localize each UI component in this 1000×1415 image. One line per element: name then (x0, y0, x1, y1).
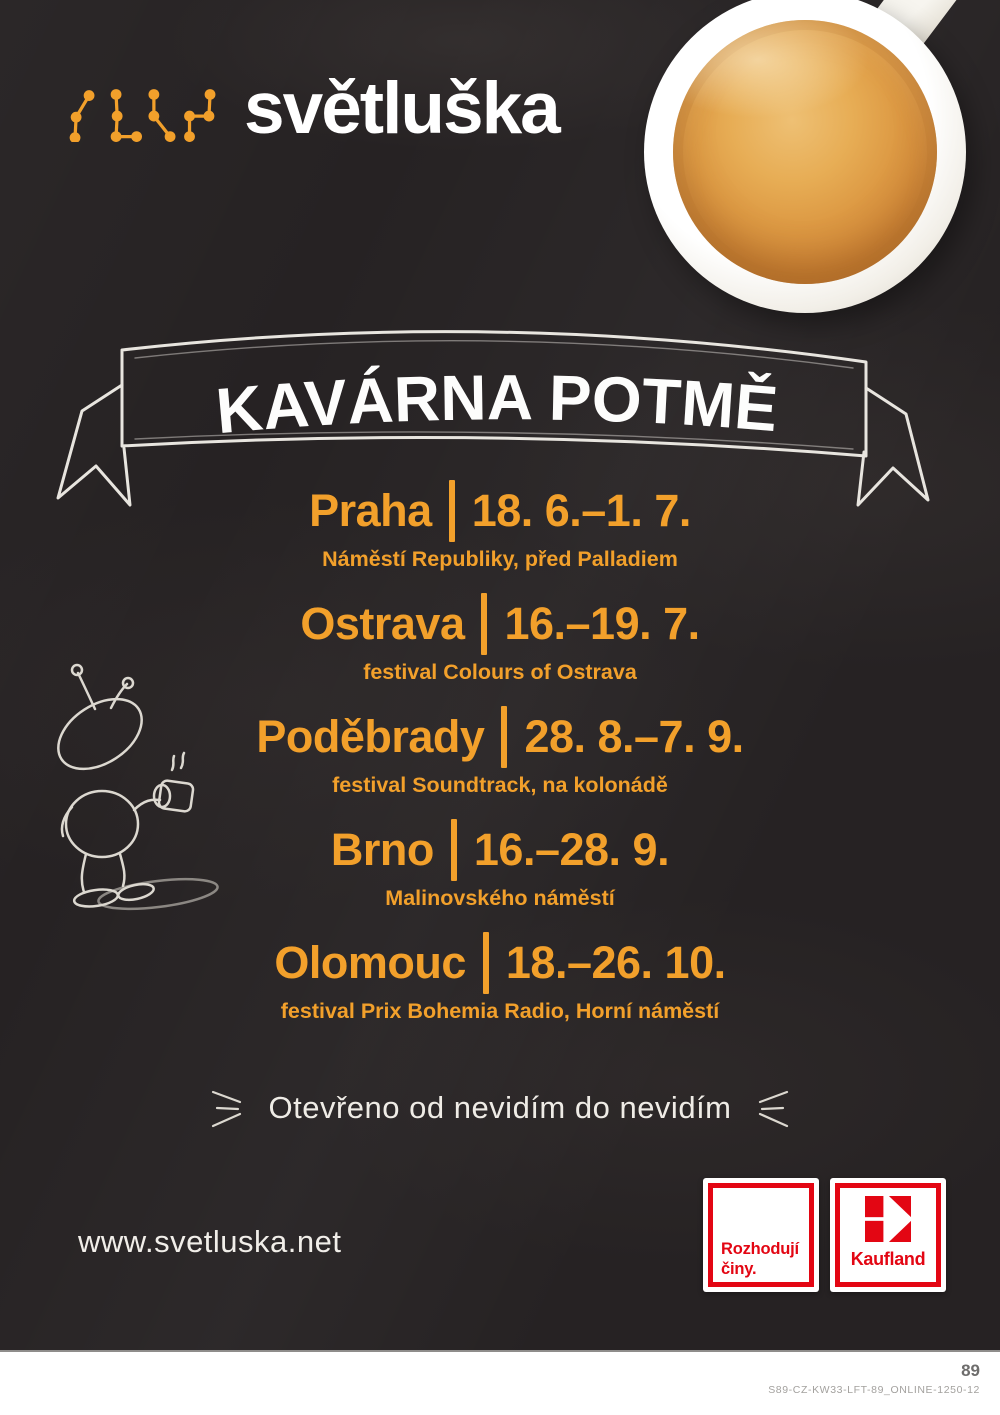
event-row (0, 591, 1000, 704)
print-code: S89-CZ-KW33-LFT-89_ONLINE-1250-12 (768, 1384, 980, 1396)
event-row (0, 817, 1000, 930)
slogan-line2: činy. (721, 1259, 757, 1278)
event-city: Brno (330, 824, 434, 875)
banner-title: KAVÁRNA POTMĚ (213, 361, 781, 448)
event-venue: festival Soundtrack, na kolonádě (332, 773, 668, 797)
event-dates: 28. 8.–7. 9. (524, 711, 744, 762)
website-link[interactable]: www.svetluska.net (78, 1224, 342, 1259)
coffee-cup-photo (644, 0, 966, 313)
separator-bar (483, 932, 489, 994)
firefly-constellation-icon (66, 88, 218, 142)
event-dates: 18.–26. 10. (505, 937, 726, 988)
event-dates: 16.–28. 9. (473, 824, 670, 875)
separator-bar (501, 706, 507, 768)
event-dates: 16.–19. 7. (504, 598, 700, 649)
badges (703, 1178, 946, 1292)
kaufland-k-icon (865, 1196, 911, 1242)
event-row (0, 930, 1000, 1043)
svetluska-logo (66, 68, 559, 149)
event-city: Praha (309, 485, 432, 536)
event-row (0, 478, 1000, 591)
chalk-rays-left-icon (210, 1087, 244, 1129)
event-city: Ostrava (300, 598, 465, 649)
separator-bar (481, 593, 487, 655)
event-city: Poděbrady (256, 711, 485, 762)
kaufland-label: Kaufland (850, 1249, 926, 1269)
event-venue: festival Colours of Ostrava (363, 660, 637, 684)
event-row (0, 704, 1000, 817)
tagline (0, 1086, 1000, 1130)
kaufland-badge (830, 1178, 946, 1292)
brand-name: světluška (244, 68, 559, 149)
event-venue: Náměstí Republiky, před Palladiem (322, 547, 678, 571)
events-list (0, 478, 1000, 1043)
event-venue: festival Prix Bohemia Radio, Horní náměstí (280, 999, 720, 1023)
event-dates: 18. 6.–1. 7. (471, 485, 691, 536)
event-city: Olomouc (274, 937, 466, 988)
slogan-line1: Rozhodují (721, 1239, 799, 1258)
page-number: 89 (961, 1361, 980, 1380)
espresso-crema (673, 20, 937, 284)
event-venue: Malinovského náměstí (385, 886, 615, 910)
page-footer (0, 1350, 1000, 1415)
chalk-rays-right-icon (756, 1087, 790, 1129)
separator-bar (449, 480, 455, 542)
slogan-badge (703, 1178, 819, 1292)
separator-bar (451, 819, 457, 881)
tagline-text: Otevřeno od nevidím do nevidím (268, 1090, 732, 1125)
